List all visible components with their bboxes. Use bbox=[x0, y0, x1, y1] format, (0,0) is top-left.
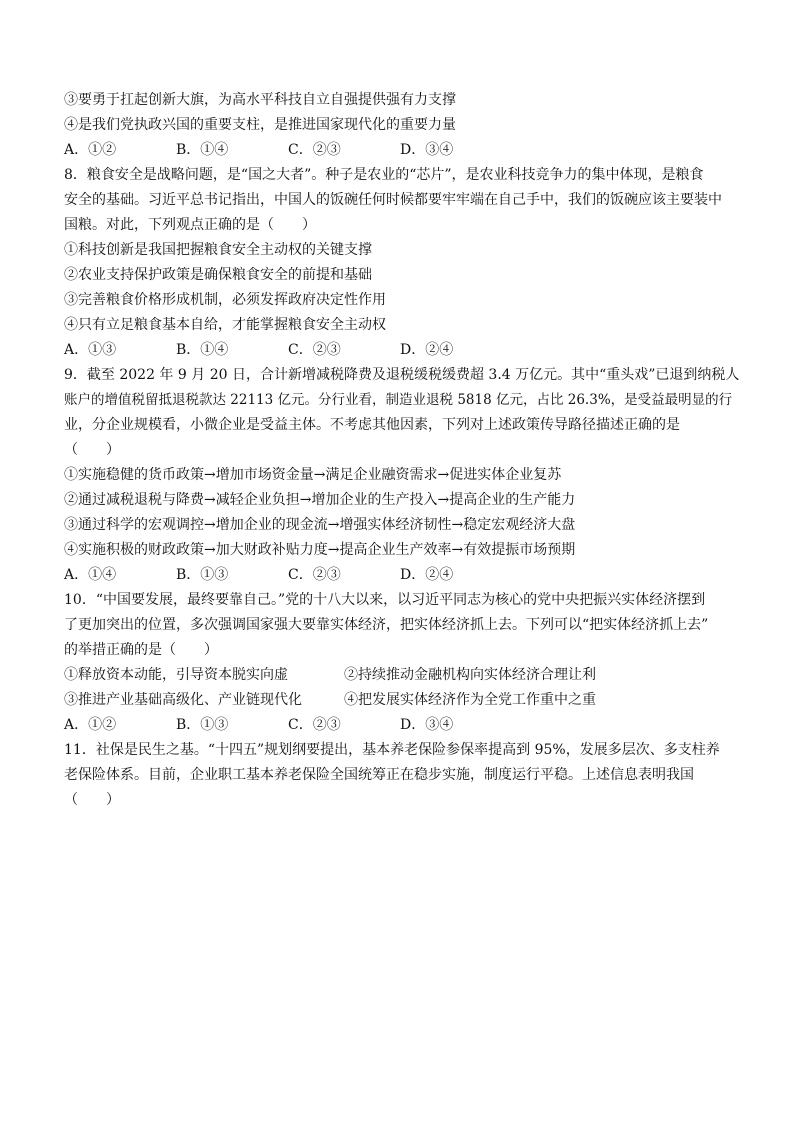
q10-option-b: B．①③ bbox=[176, 717, 229, 733]
q8-item-4: ④只有立足粮食基本自给，才能掌握粮食安全主动权 bbox=[64, 317, 386, 333]
q8-stem-line-3: 国粮。对此，下列观点正确的是（ ） bbox=[64, 217, 316, 233]
q10-item-2: ②持续推动金融机构向实体经济合理让利 bbox=[344, 667, 596, 683]
q10-item-3: ③推进产业基础高级化、产业链现代化 bbox=[64, 692, 302, 708]
q10-item-4: ④把发展实体经济作为全党工作重中之重 bbox=[344, 692, 596, 708]
q8-stem-line-2: 安全的基础。习近平总书记指出，中国人的饭碗任何时候都要牢牢端在自己手中，我们的饭碗应该主要装中 bbox=[64, 192, 722, 208]
q8-item-2: ②农业支持保护政策是确保粮食安全的前提和基础 bbox=[64, 267, 372, 283]
q11-stem-line-3: （ ） bbox=[64, 792, 120, 808]
q7-item-3: ③要勇于扛起创新大旗，为高水平科技自立自强提供强有力支撑 bbox=[64, 92, 456, 108]
q7-item-4: ④是我们党执政兴国的重要支柱，是推进国家现代化的重要力量 bbox=[64, 117, 456, 133]
q9-option-c: C．②③ bbox=[288, 567, 341, 583]
q11-stem-line-1: 11．社保是民生之基。“十四五”规划纲要提出，基本养老保险参保率提高到 95%，发展多层次、多支柱养 bbox=[64, 742, 720, 758]
q9-option-a: A．①④ bbox=[64, 567, 117, 583]
q9-stem-line-4: （ ） bbox=[64, 442, 120, 458]
q7-option-d: D．③④ bbox=[400, 142, 454, 158]
q8-item-1: ①科技创新是我国把握粮食安全主动权的关键支撑 bbox=[64, 242, 372, 258]
q8-option-c: C．②③ bbox=[288, 342, 341, 358]
q9-item-1: ①实施稳健的货币政策→增加市场资金量→满足企业融资需求→促进实体企业复苏 bbox=[64, 467, 562, 483]
q7-option-a: A．①② bbox=[64, 142, 117, 158]
q7-option-c: C．②③ bbox=[288, 142, 341, 158]
q8-option-b: B．①④ bbox=[176, 342, 229, 358]
q9-stem-line-2: 账户的增值税留抵退税款达 22113 亿元。分行业看，制造业退税 5818 亿元，占比 26.3%，是受益最明显的行 bbox=[64, 392, 733, 408]
q7-option-b: B．①④ bbox=[176, 142, 229, 158]
q8-stem-line-1: 8．粮食安全是战略问题，是“国之大者”。种子是农业的“芯片”，是农业科技竞争力的集中体现，是粮食 bbox=[64, 167, 704, 183]
q8-option-d: D．②④ bbox=[400, 342, 454, 358]
q10-option-d: D．③④ bbox=[400, 717, 454, 733]
q10-stem-line-1: 10．“中国要发展，最终要靠自己。”党的十八大以来，以习近平同志为核心的党中央把振兴实体经济摆到 bbox=[64, 592, 706, 608]
q8-option-a: A．①③ bbox=[64, 342, 117, 358]
q9-stem-line-1: 9．截至 2022 年 9 月 20 日，合计新增减税降费及退税缓税缓费超 3.4 万亿元。其中“重头戏”已退到纳税人 bbox=[64, 367, 740, 383]
q9-stem-line-3: 业，分企业规模看，小微企业是受益主体。不考虑其他因素，下列对上述政策传导路径描述正确的是 bbox=[64, 417, 680, 433]
q10-option-c: C．②③ bbox=[288, 717, 341, 733]
q9-item-2: ②通过减税退税与降费→减轻企业负担→增加企业的生产投入→提高企业的生产能力 bbox=[64, 492, 576, 508]
q10-stem-line-3: 的举措正确的是（ ） bbox=[64, 642, 218, 658]
q8-item-3: ③完善粮食价格形成机制，必须发挥政府决定性作用 bbox=[64, 292, 386, 308]
q9-option-b: B．①③ bbox=[176, 567, 229, 583]
q10-option-a: A．①② bbox=[64, 717, 117, 733]
q9-item-3: ③通过科学的宏观调控→增加企业的现金流→增强实体经济韧性→稳定宏观经济大盘 bbox=[64, 517, 576, 533]
q9-option-d: D．②④ bbox=[400, 567, 454, 583]
q9-item-4: ④实施积极的财政政策→加大财政补贴力度→提高企业生产效率→有效提振市场预期 bbox=[64, 542, 576, 558]
q10-stem-line-2: 了更加突出的位置，多次强调国家强大要靠实体经济，把实体经济抓上去。下列可以“把实体经济抓上去” bbox=[64, 617, 709, 633]
q10-item-1: ①释放资本动能，引导资本脱实向虚 bbox=[64, 667, 288, 683]
q11-stem-line-2: 老保险体系。目前，企业职工基本养老保险全国统筹正在稳步实施，制度运行平稳。上述信息表明我国 bbox=[64, 767, 694, 783]
